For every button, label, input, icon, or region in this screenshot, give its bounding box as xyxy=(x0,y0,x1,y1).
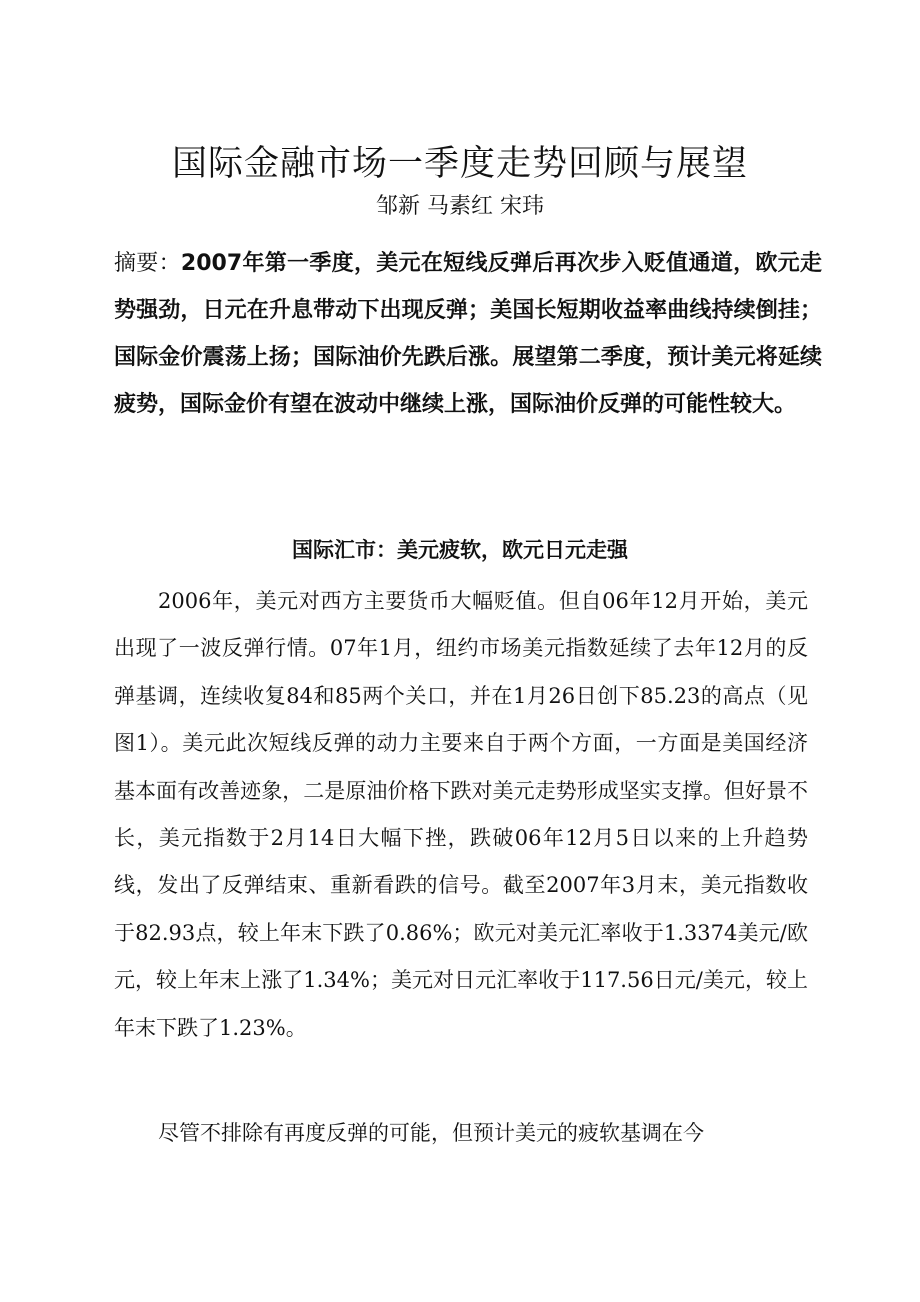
document-title: 国际金融市场一季度走势回顾与展望 xyxy=(171,144,748,184)
section-heading: 国际汇市：美元疲软，欧元日元走强 xyxy=(292,538,628,562)
body-paragraph-2: 尽管不排除有再度反弹的可能，但预计美元的疲软基调在今 xyxy=(158,1121,704,1145)
author-list: 邹新 马素红 宋玮 xyxy=(376,194,544,219)
abstract-text: 2007年第一季度，美元在短线反弹后再次步入贬值通道，欧元走势强劲，日元在升息带动下出现反弹；美国长短期收益率曲线持续倒挂；国际金价震荡上扬；国际油价先跌后涨。展望第二季度，预计美元将延续疲势，国际金价有望在波动中继续上涨，国际油价反弹的可能性较大。 xyxy=(114,251,822,417)
abstract xyxy=(114,240,822,428)
body-paragraph-1: 2006年，美元对西方主要货币大幅贬值。但自06年12月开始，美元出现了一波反弹行情。07年1月，纽约市场美元指数延续了去年12月的反弹基调，连续收复84和85两个关口，并在1月26日创下85.23的高点（见图1）。美元此次短线反弹的动力主要来自于两个方面，一方面是美国经济基本面有改善迹象，二是原油价格下跌对美元走势形成坚实支撑。但好景不长，美元指数于2月14日大幅下挫，跌破06年12月5日以来的上升趋势线，发出了反弹结束、重新看跌的信号。截至2007年3月末，美元指数收于82.93点，较上年末下跌了0.86%；欧元对美元汇率收于1.3374美元/欧元，较上年末上涨了1.34%；美元对日元汇率收于117.56日元/美元，较上年末下跌了1.23%。 xyxy=(114,589,808,1040)
abstract-label: 摘要： xyxy=(114,251,181,276)
